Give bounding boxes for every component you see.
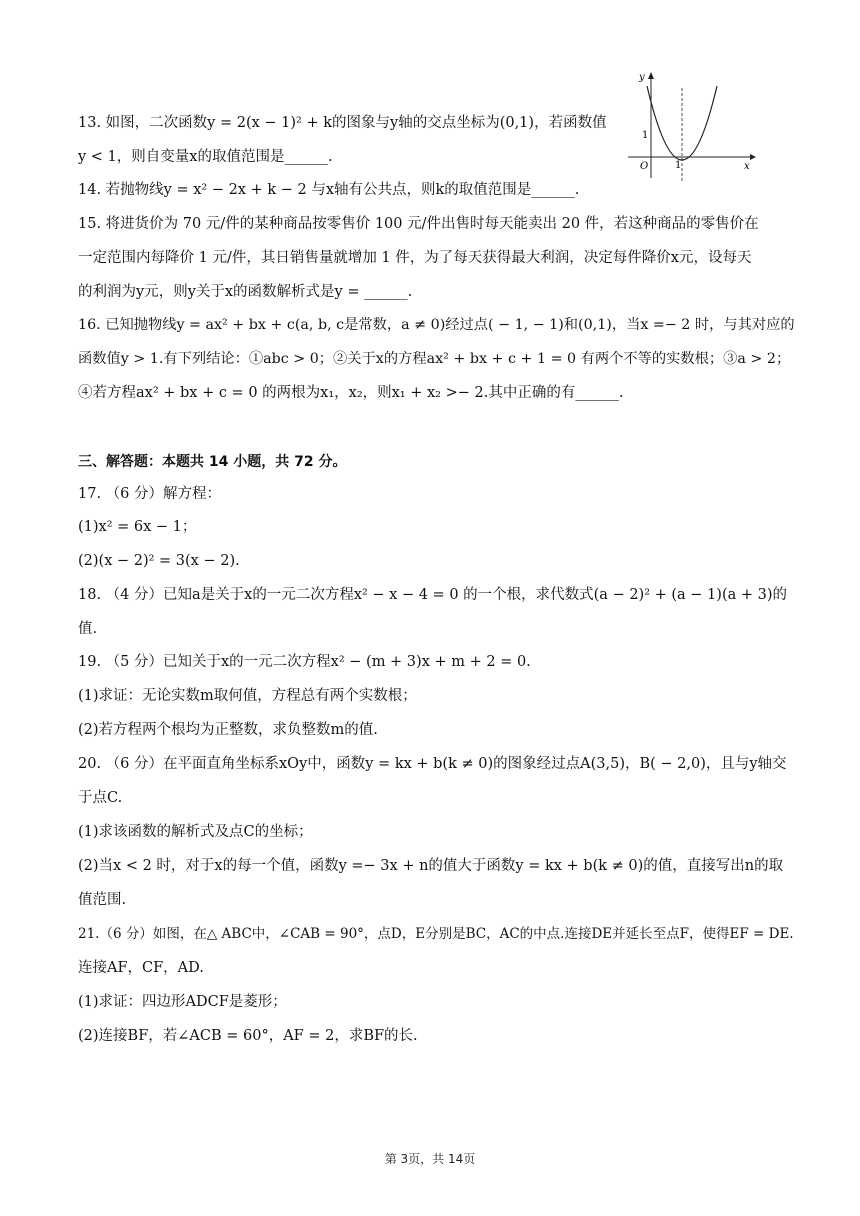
- problem-21-line-2: 连接AF，CF，AD.: [78, 960, 204, 976]
- problem-19-part-2: (2)若方程两个根均为正整数，求负整数m的值.: [78, 722, 378, 738]
- problem-21-part-2: (2)连接BF，若∠ACB = 60°，AF = 2，求BF的长.: [78, 1028, 418, 1044]
- problem-17-part-2: (2)(x − 2)² = 3(x − 2).: [78, 553, 240, 569]
- problem-20-part-1: (1)求该函数的解析式及点C的坐标；: [78, 824, 313, 840]
- x-axis-label: x: [744, 161, 750, 172]
- tick-label-x-1: 1: [675, 160, 682, 171]
- x-axis-arrow: [750, 154, 756, 160]
- problem-20-line-1: 20. （6 分）在平面直角坐标系xOy中，函数y = kx + b(k ≠ 0)的图象经过点A(3,5)，B( − 2,0)，且与y轴交: [78, 756, 787, 772]
- problem-16-line-2: 函数值y > 1.有下列结论：①abc > 0；②关于x的方程ax² + bx + c + 1 = 0 有两个不等的实数根；③a > 2；: [78, 351, 791, 367]
- problem-16-line-1: 16. 已知抛物线y = ax² + bx + c(a, b, c是常数，a ≠ 0)经过点( − 1, − 1)和(0,1)，当x =− 2 时，与其对应的: [78, 317, 795, 333]
- problem-20-line-2: 于点C.: [78, 790, 123, 806]
- problem-15-line-3: 的利润为y元，则y关于x的函数解析式是y = ______.: [78, 284, 413, 300]
- problem-19: 19. （5 分）已知关于x的一元二次方程x² − (m + 3)x + m + 2 = 0.: [78, 654, 531, 670]
- problem-20-part-2-line-2: 值范围.: [78, 892, 127, 908]
- problem-13-line-1: 13. 如图，二次函数y = 2(x − 1)² + k的图象与y轴的交点坐标为(0,1)，若函数值: [78, 115, 607, 131]
- problem-15-line-2: 一定范围内每降价 1 元/件，其日销售量就增加 1 件，为了每天获得最大利润，决定每件降价x元，设每天: [78, 250, 752, 266]
- problem-17: 17. （6 分）解方程：: [78, 486, 222, 502]
- problem-21-part-1: (1)求证：四边形ADCF是菱形；: [78, 994, 287, 1010]
- page-footer: 第 3页，共 14页: [384, 1152, 476, 1166]
- problem-21-line-1: 21.（6 分）如图，在△ ABC中，∠CAB = 90°，点D，E分别是BC，AC的中点.连接DE并延长至点F，使得EF = DE.: [78, 926, 794, 942]
- y-axis-arrow: [648, 72, 654, 79]
- section-heading: 三、解答题：本题共 14 小题，共 72 分。: [78, 454, 347, 470]
- problem-16-line-3: ④若方程ax² + bx + c = 0 的两根为x₁，x₂，则x₁ + x₂ >− 2.其中正确的有______.: [78, 385, 624, 401]
- problem-18-line-2: 值.: [78, 621, 98, 637]
- problem-14: 14. 若抛物线y = x² − 2x + k − 2 与x轴有公共点，则k的取值范围是______.: [78, 182, 580, 198]
- problem-20-part-2-line-1: (2)当x < 2 时，对于x的每一个值，函数y =− 3x + n的值大于函数y = kx + b(k ≠ 0)的值，直接写出n的取: [78, 858, 784, 874]
- tick-label-y-1: 1: [642, 130, 649, 141]
- y-axis-label: y: [639, 72, 645, 83]
- problem-17-part-1: (1)x² = 6x − 1；: [78, 519, 197, 535]
- problem-15-line-1: 15. 将进货价为 70 元/件的某种商品按零售价 100 元/件出售时每天能卖出 20 件，若这种商品的零售价在: [78, 216, 759, 232]
- origin-label: O: [640, 161, 649, 172]
- problem-18-line-1: 18. （4 分）已知a是关于x的一元二次方程x² − x − 4 = 0 的一个根，求代数式(a − 2)² + (a − 1)(a + 3)的: [78, 587, 787, 603]
- problem-19-part-1: (1)求证：无论实数m取何值，方程总有两个实数根；: [78, 688, 417, 704]
- parabola-graph: [620, 66, 760, 186]
- problem-13-line-2: y < 1，则自变量x的取值范围是______.: [78, 149, 333, 165]
